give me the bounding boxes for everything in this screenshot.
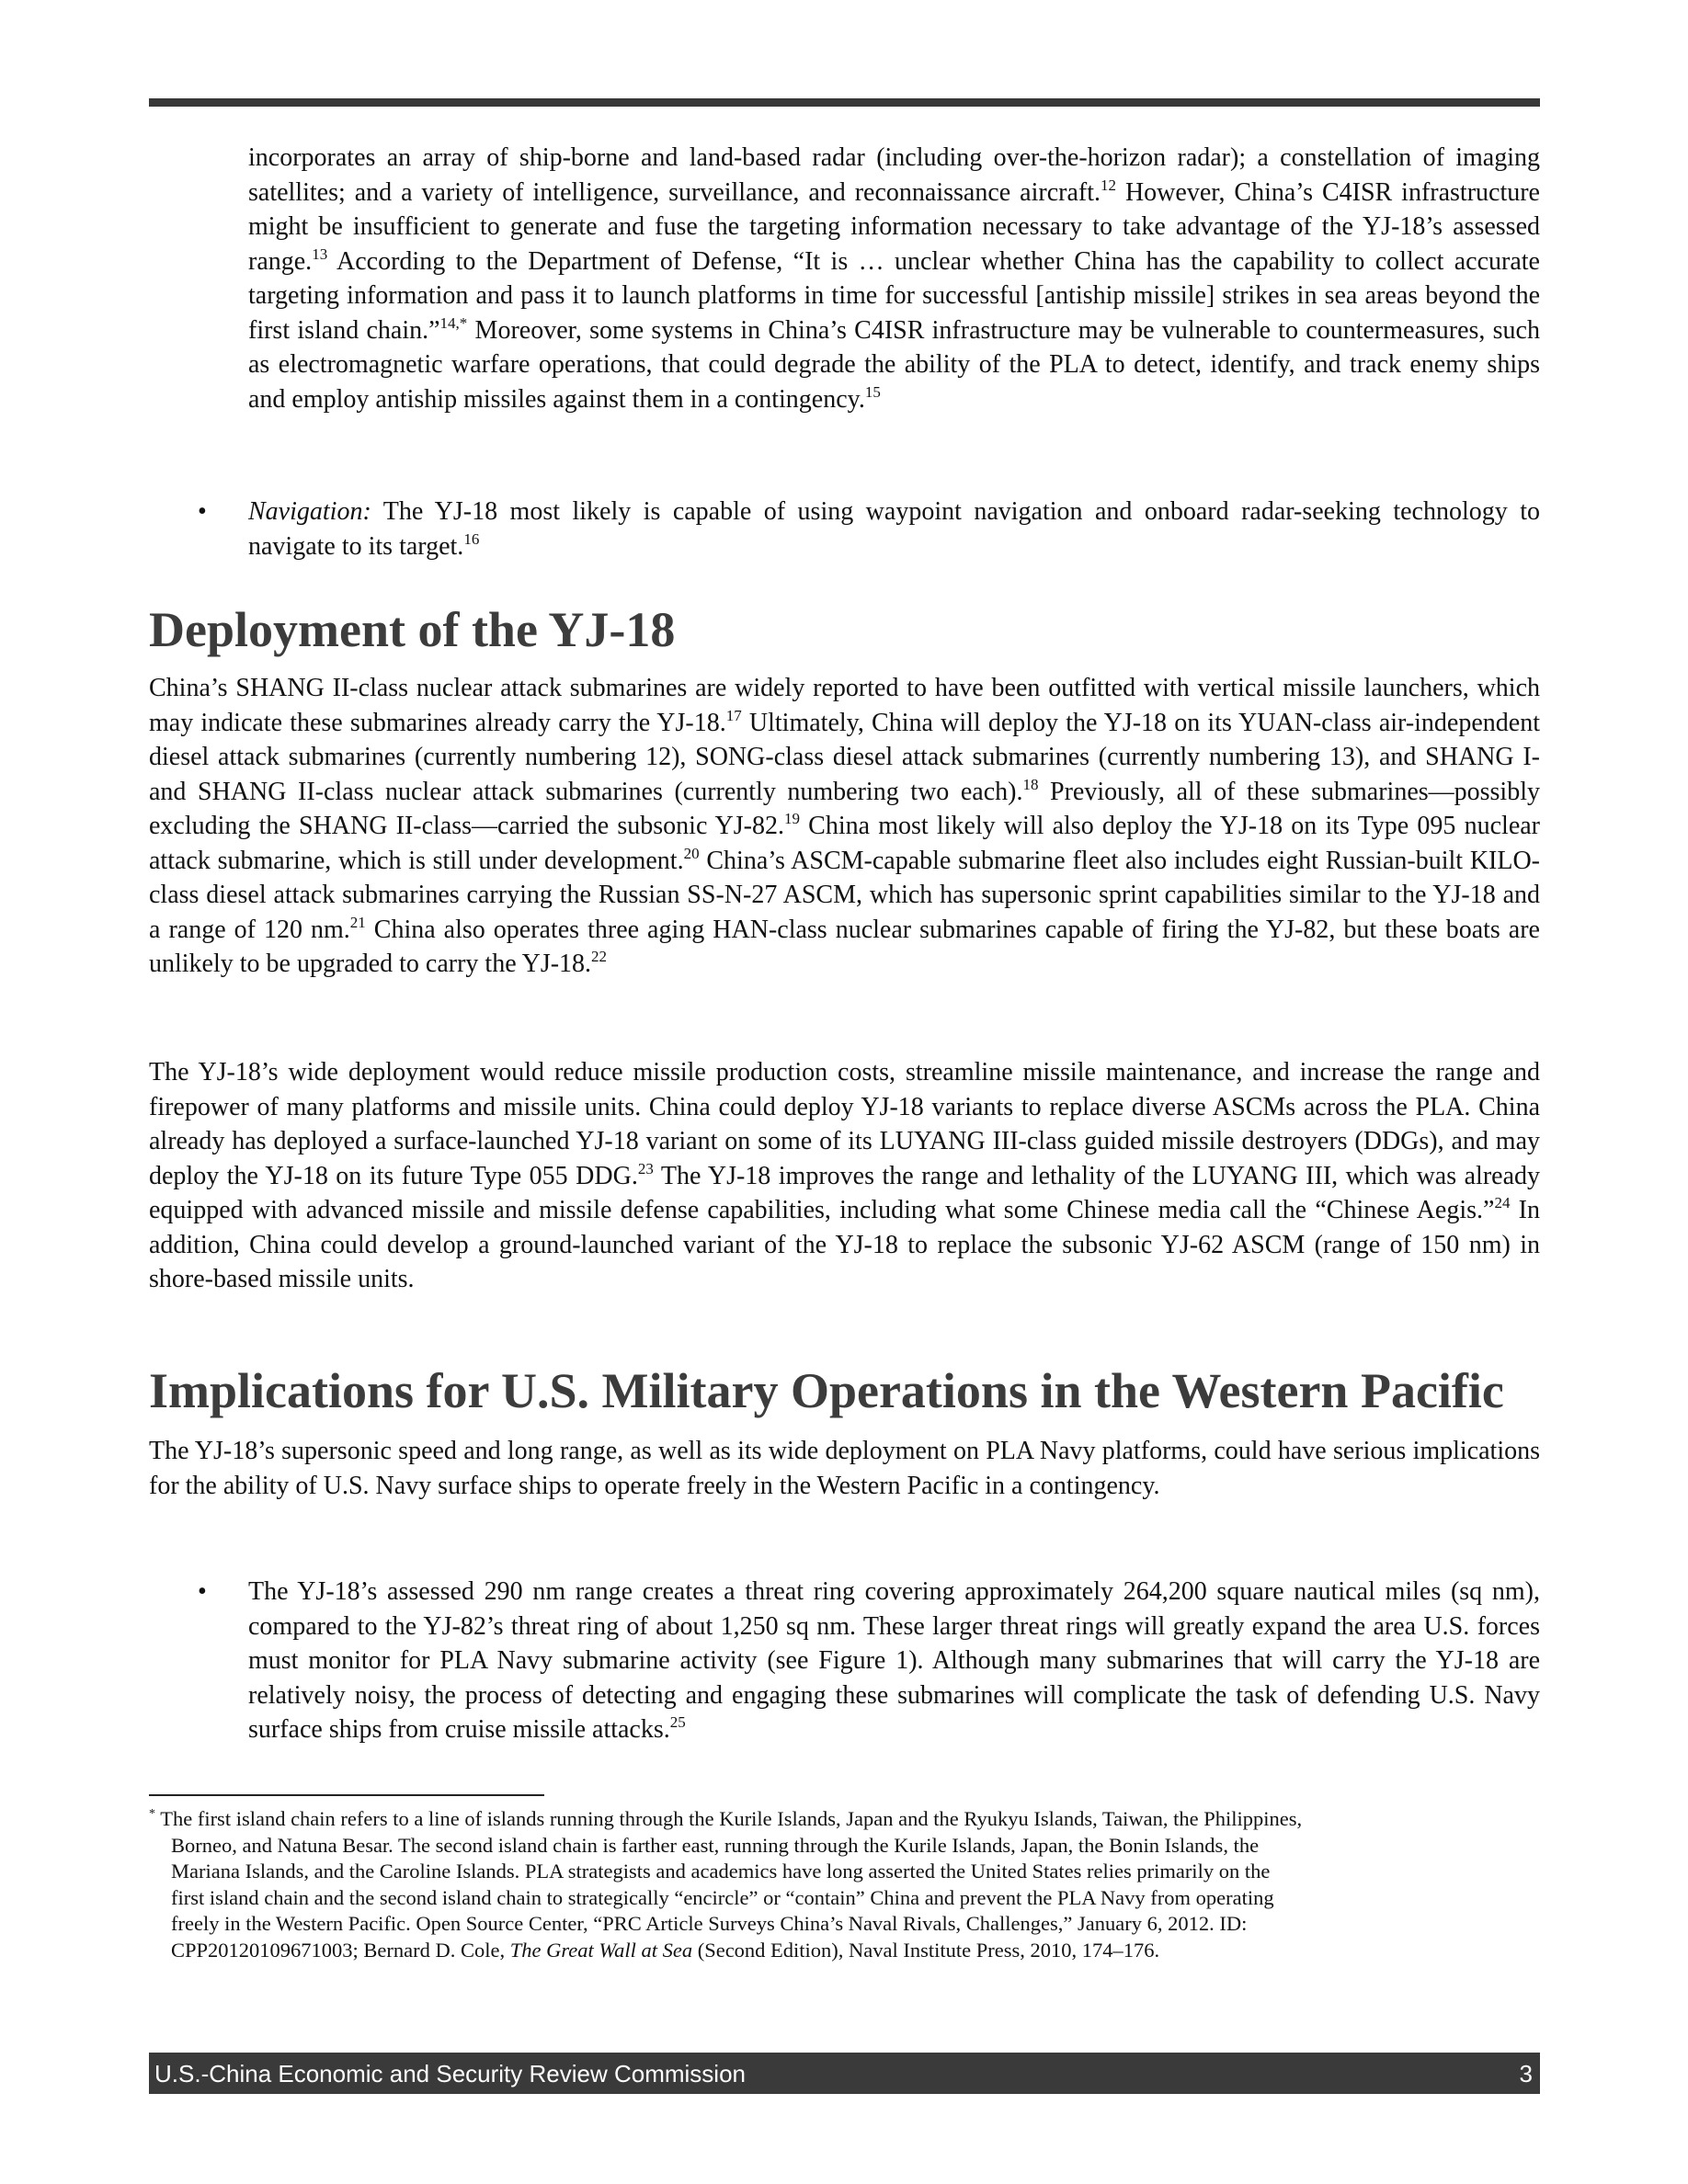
bullet-marker: •: [198, 497, 207, 526]
footer-organization: U.S.-China Economic and Security Review Commission: [154, 2060, 747, 2087]
c4isr-paragraph: incorporates an array of ship-borne and land-based radar (including over-the-horizon radar); a constellation of imaging satellites; and a variety of intelligence, surveillance, and reconnaissance aircraft.$^{12}$ However, China’s C4ISR infrastructure might be insufficient to generate and fuse the targeting information necessary to take advantage of the YJ-18’s assessed range.$^{13}$ According to the Department of Defense, “It is … unclear whether China has the capability to collect accurate targeting information and pass it to launch platforms in time for successful [antiship missile] strikes in sea areas beyond the first island chain.”$^{14,*}$ Moreover, some systems in China’s C4ISR infrastructure may be vulnerable to countermeasures, such as electromagnetic warfare operations, that could degrade the ability of the PLA to detect, identify, and track enemy ships and employ antiship missiles against them in a contingency.$^{15}$: [248, 143, 1540, 414]
bullet-marker: •: [198, 1577, 207, 1606]
footnote: * The first island chain refers to a line of islands running through the Kurile Islands, Japan and the Ryukyu Islands, Taiwan, the Philippines, Borneo, and Natuna Besar. The second island chain is farther east, running through the Kurile Islands, Japan, the Bonin Islands, the Mariana Islands, and the Caroline Islands. PLA strategists and academics have long asserted the United States relies primarily on the first island chain and the second island chain to strategically “encircle” or “contain” China and prevent the PLA Navy from operating freely in the Western Pacific. Open Source Center, “PRC Article Surveys China’s Naval Rivals, Challenges,” January 6, 2012. ID: CPP20120109671003; Bernard D. Cole, The Great Wall at Sea (Second Edition), Naval Institute Press, 2010, 174–176.: [149, 1807, 1303, 1962]
page-number: 3: [1519, 2060, 1533, 2087]
implications-paragraph: The YJ-18’s supersonic speed and long range, as well as its wide deployment on PLA Navy platforms, could have serious implications for the ability of U.S. Navy surface ships to operate freely in the Western Pacific in a contingency.: [149, 1437, 1540, 1500]
deployment-paragraph-1: China’s SHANG II-class nuclear attack submarines are widely reported to have been outfitted with vertical missile launchers, which may indicate these submarines already carry the YJ-18.17 Ultimately, China will deploy the YJ-18 on its YUAN-class air-independent diesel attack submarines (currently numbering 12), SONG-class diesel attack submarines (currently numbering 13), and SHANG I- and SHANG II-class nuclear attack submarines (currently numbering two each).$^{18}$ Previously, all of these submarines—possibly excluding the SHANG II-class—carried the subsonic YJ-82.19 China most likely will also deploy the YJ-18 on its Type 095 nuclear attack submarine, which is still under development.$^{20}$ China’s ASCM-capable submarine fleet also includes eight Russian-built KILO-class diesel attack submarines carrying the Russian SS-N-27 ASCM, which has supersonic sprint capabilities similar to the YJ-18 and a range of 120 nm.$^{21}$ China also operates three aging HAN-class nuclear submarines capable of firing the YJ-82, but these boats are unlikely to be upgraded to carry the YJ-18.22: [149, 674, 1541, 978]
deployment-paragraph-2: The YJ-18’s wide deployment would reduce missile production costs, streamline missile maintenance, and increase the range and firepower of many platforms and missile units. China could deploy YJ-18 variants to replace diverse ASCMs across the PLA. China already has deployed a surface-launched YJ-18 variant on some of its LUYANG III-class guided missile destroyers (DDGs), and may deploy the YJ-18 on its future Type 055 DDG.$^{23}$ The YJ-18 improves the range and lethality of the LUYANG III, which was already equipped with advanced missile and missile defense capabilities, including what some Chinese media call the “Chinese Aegis.”$^{24}$ In addition, China could develop a ground-launched variant of the YJ-18 to replace the subsonic YJ-62 ASCM (range of 150 nm) in shore-based missile units.: [149, 1058, 1541, 1293]
page-footer: [149, 2053, 1540, 2094]
header-rule: [149, 98, 1540, 107]
threat-ring-bullet: The YJ-18’s assessed 290 nm range creates a threat ring covering approximately 264,200 square nautical miles (sq nm), compared to the YJ-82’s threat ring of about 1,250 sq nm. These larger threat rings will greatly expand the area U.S. forces must monitor for PLA Navy submarine activity (see Figure 1). Although many submarines that will carry the YJ-18 are relatively noisy, the process of detecting and engaging these submarines will complicate the task of defending U.S. Navy surface ships from cruise missile attacks.$^{25}$: [248, 1577, 1540, 1744]
navigation-bullet: Navigation: The YJ-18 most likely is capable of using waypoint navigation and onboard radar-seeking technology to navigate to its target.$^{16}$: [248, 497, 1540, 561]
implications-heading: Implications for U.S. Military Operations in the Western Pacific: [149, 1363, 1504, 1418]
deployment-heading: Deployment of the YJ-18: [149, 602, 676, 657]
footnote-rule: [149, 1794, 544, 1796]
